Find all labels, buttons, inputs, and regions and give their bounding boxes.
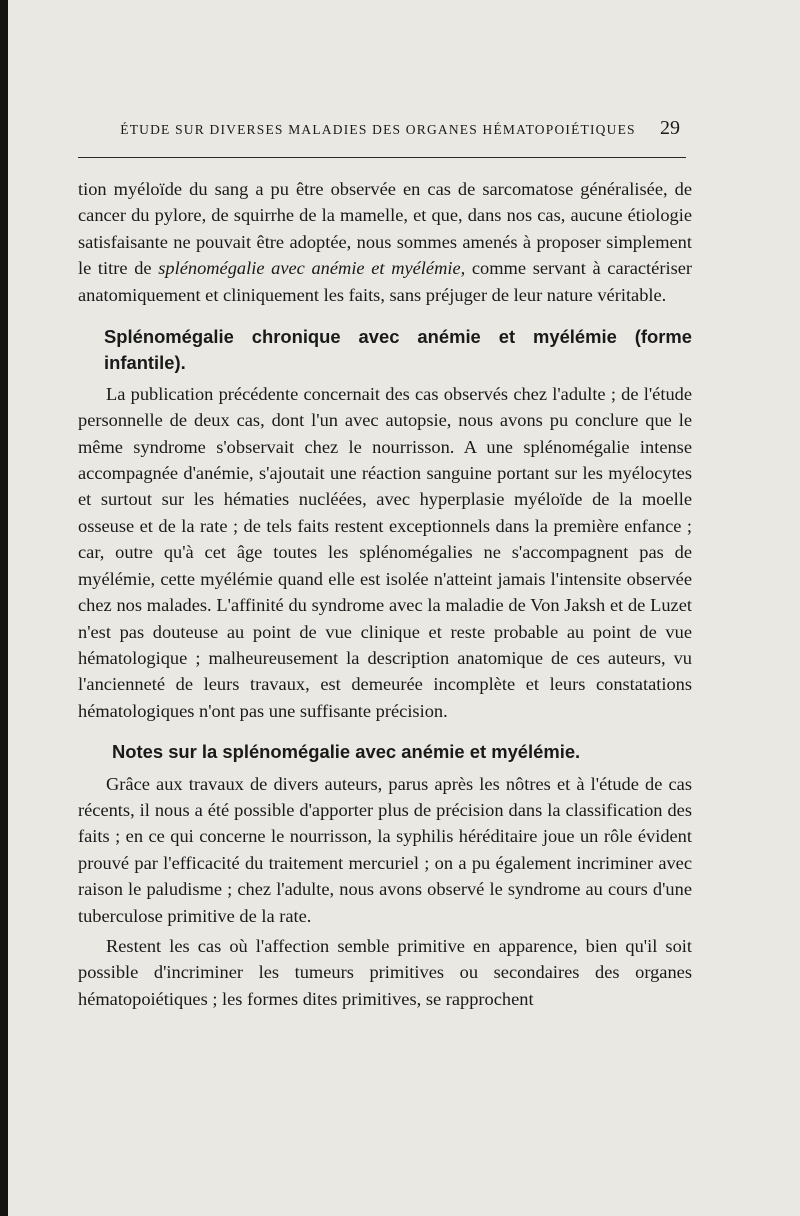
paragraph-remaining: Restent les cas où l'affection semble primitive en apparence, bien qu'il soit possible d'incriminer les tumeurs primitives ou secondaires des organes hématopoiétiques ; les formes dites primitives, se rapprochent xyxy=(78,935,692,1009)
paragraph-notes: Grâce aux travaux de divers auteurs, parus après les nôtres et à l'étude de cas récents, il nous a été possible d'apporter plus de précision dans la classification des faits ; en ce qui concerne le nourrisson, la syphilis héréditaire joue un rôle évident prouvé par l'efficacité du traitement mercuriel ; on a pu également incriminer avec raison le paludisme ; chez l'adulte, nous avons observé le syndrome au cours d'une tuberculose primitive de la rate. xyxy=(78,773,692,926)
italic-title: splénomégalie avec anémie et myélémie, xyxy=(158,258,466,279)
header-rule xyxy=(78,157,686,158)
book-page xyxy=(8,0,800,1216)
page-number: 29 xyxy=(660,117,680,139)
paragraph-infantile: La publication précédente concernait des cas observés chez l'adulte ; de l'étude personnelle de deux cas, dont l'un avec autopsie, nous avons pu conclure que le même syndrome s'observait chez le nourrisson. A une splénomégalie intense accompagnée d'anémie, s'ajoutait une réaction sanguine portant sur les myélocytes et surtout sur les hématies nucléées, avec hyperplasie myéloïde de la moelle osseuse et de la rate ; de tels faits restent exceptionnels dans la première enfance ; car, outre qu'à cet âge toutes les splénomégalies ne s'accompagnent pas de myélémie, cette myélémie quand elle est isolée n'atteint jamais l'intensite observée chez nos malades. L'affinité du syndrome avec la maladie de Von Jaksh et de Luzet n'est pas douteuse au point de vue clinique et reste probable au point de vue hématologique ; malheureusement la description anatomique de ces auteurs, vu l'ancienneté de leurs travaux, est demeurée incomplète et leurs constatations hématologiques n'ont pas une suffisante précision. xyxy=(78,383,692,721)
section-heading-notes: Notes sur la splénomégalie avec anémie et myélémie. xyxy=(112,741,581,763)
paragraph-continued xyxy=(78,176,692,308)
page-body xyxy=(78,176,692,1012)
paragraph-text: tion myéloïde du sang a pu être observée en cas de sarcomatose généralisée, de cancer du pylore, de squirrhe de la mamelle, et que, dans nos cas, aucune étiologie satisfaisante ne pouvait être adoptée, nous sommes amenés à proposer simplement le titre de xyxy=(78,179,692,279)
section-heading-infantile: Splénomégalie chronique avec anémie et myélémie (forme infantile). xyxy=(104,326,692,374)
paragraph-text: comme servant à caractériser anatomiquement et cliniquement les faits, sans préjuger de leur nature véritable. xyxy=(78,258,693,305)
running-head: ÉTUDE SUR DIVERSES MALADIES DES ORGANES HÉMATOPOIÉTIQUES xyxy=(120,122,636,137)
